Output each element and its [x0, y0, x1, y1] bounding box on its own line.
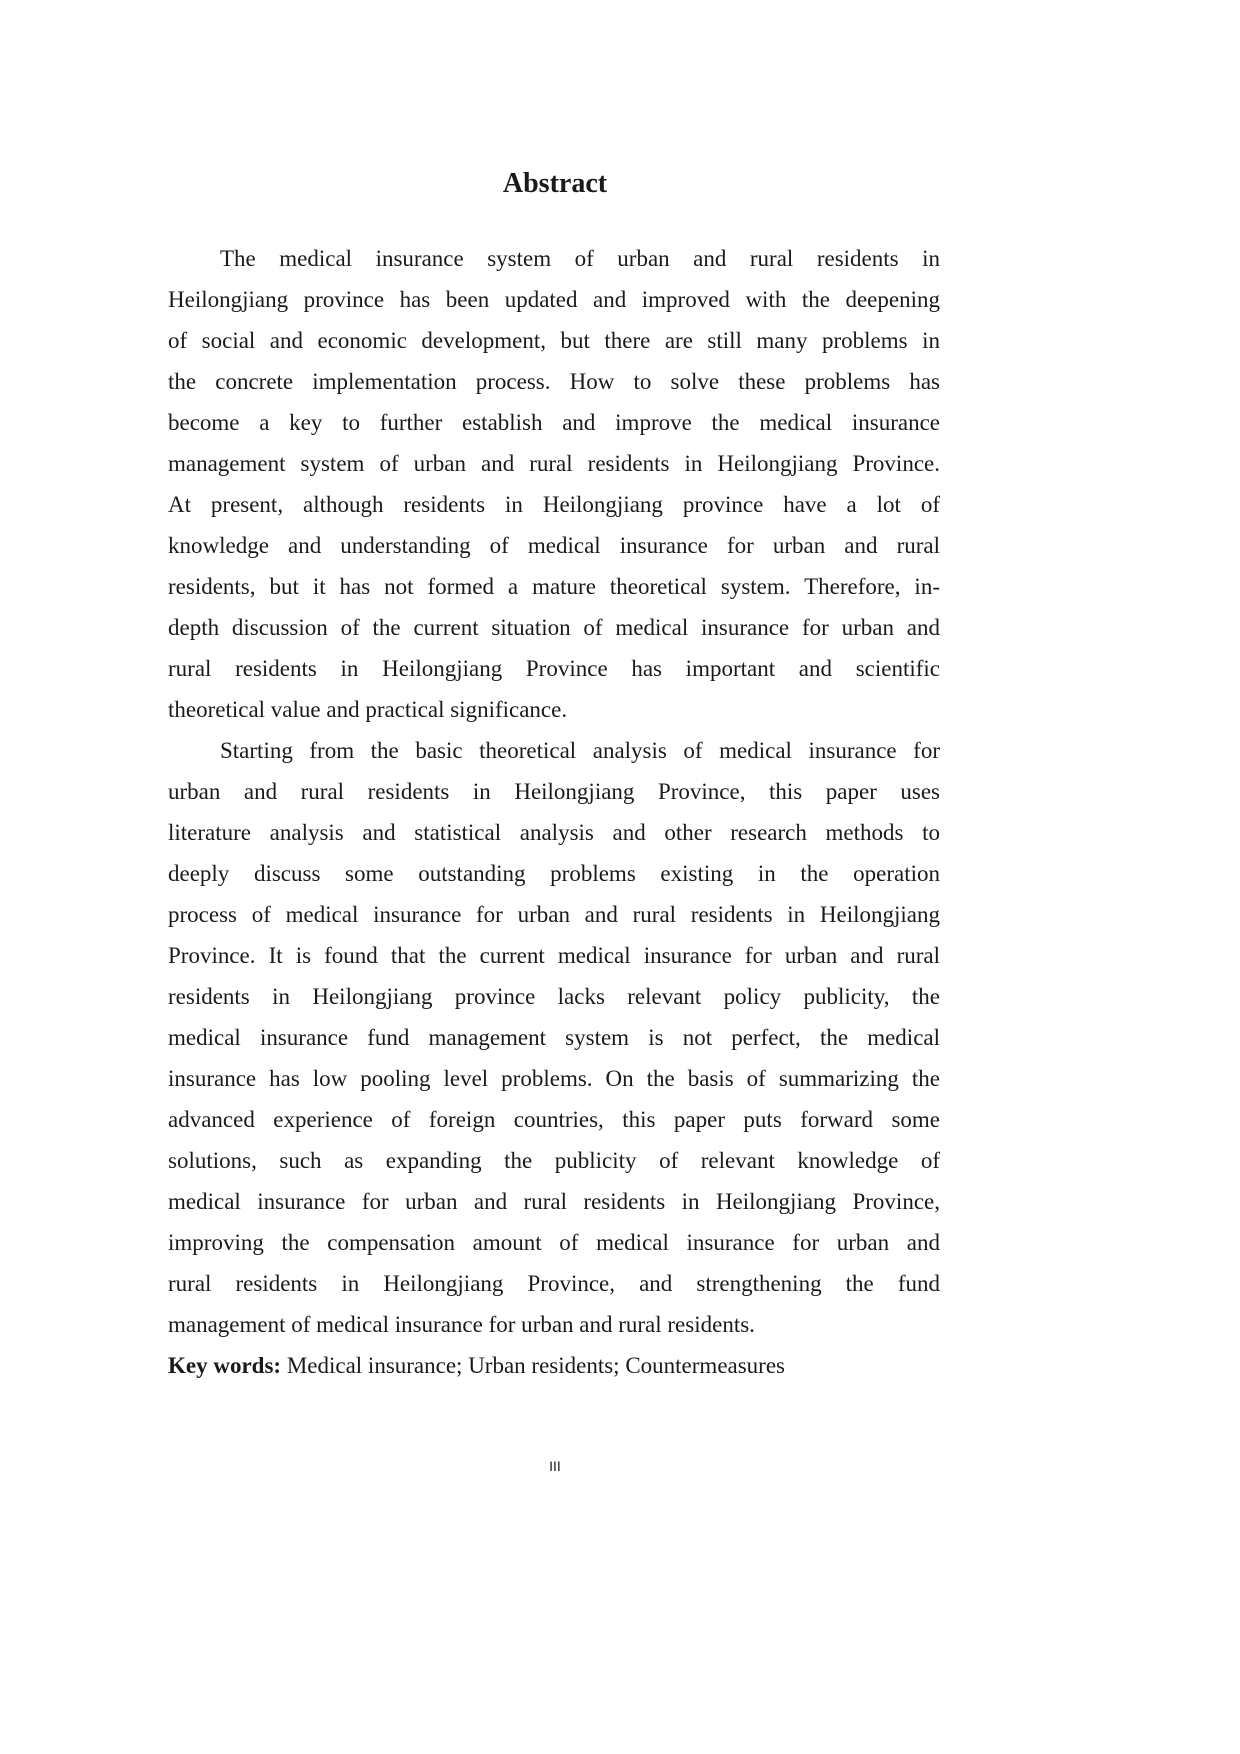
- paragraph-line: Starting from the basic theoretical analysis of medical insurance for: [220, 738, 940, 763]
- paragraph-line: deeply discuss some outstanding problems existing in the operation: [168, 861, 940, 886]
- paragraph-line: depth discussion of the current situation of medical insurance for urban and: [168, 615, 940, 640]
- paragraph-line: management system of urban and rural residents in Heilongjiang Province.: [168, 451, 940, 476]
- paragraph-line: advanced experience of foreign countries, this paper puts forward some: [168, 1107, 940, 1132]
- paragraph-line: theoretical value and practical significance.: [168, 697, 568, 722]
- paragraph-line: residents, but it has not formed a mature theoretical system. Therefore, in-: [168, 574, 940, 599]
- paragraph-line: At present, although residents in Heilongjiang province have a lot of: [168, 492, 940, 517]
- paragraph-line: residents in Heilongjiang province lacks relevant policy publicity, the: [168, 984, 940, 1009]
- paragraph-line: medical insurance fund management system is not perfect, the medical: [168, 1025, 940, 1050]
- paragraph-line: urban and rural residents in Heilongjiang Province, this paper uses: [168, 779, 940, 804]
- paragraph-line: knowledge and understanding of medical insurance for urban and rural: [168, 533, 940, 558]
- paragraph-line: Province. It is found that the current medical insurance for urban and rural: [168, 943, 940, 968]
- paragraph-line: insurance has low pooling level problems. On the basis of summarizing the: [168, 1066, 940, 1091]
- keywords-label: Key words:: [168, 1353, 282, 1378]
- paragraph-line: become a key to further establish and improve the medical insurance: [168, 410, 940, 435]
- page-title: Abstract: [502, 168, 608, 199]
- paragraph-line: process of medical insurance for urban and rural residents in Heilongjiang: [168, 902, 940, 927]
- paragraph-line: The medical insurance system of urban and rural residents in: [220, 246, 940, 271]
- keywords-line: [168, 1347, 940, 1388]
- paragraph-line: rural residents in Heilongjiang Province has important and scientific: [168, 656, 940, 681]
- paragraph-line: Heilongjiang province has been updated and improved with the deepening: [168, 287, 940, 312]
- paragraph-line: literature analysis and statistical analysis and other research methods to: [168, 820, 940, 845]
- paragraph-line: medical insurance for urban and rural residents in Heilongjiang Province,: [168, 1189, 940, 1214]
- abstract-body: [168, 240, 940, 1388]
- keywords-value: Medical insurance; Urban residents; Countermeasures: [286, 1353, 786, 1378]
- paragraph-line: improving the compensation amount of medical insurance for urban and: [168, 1230, 940, 1255]
- page-number: III: [549, 1458, 561, 1474]
- paragraph-line: management of medical insurance for urban and rural residents.: [168, 1312, 755, 1337]
- paragraph-line: the concrete implementation process. How to solve these problems has: [168, 369, 940, 394]
- paragraph-line: of social and economic development, but there are still many problems in: [168, 328, 940, 353]
- paragraph-line: solutions, such as expanding the publicity of relevant knowledge of: [168, 1148, 940, 1173]
- paragraph-line: rural residents in Heilongjiang Province, and strengthening the fund: [168, 1271, 940, 1296]
